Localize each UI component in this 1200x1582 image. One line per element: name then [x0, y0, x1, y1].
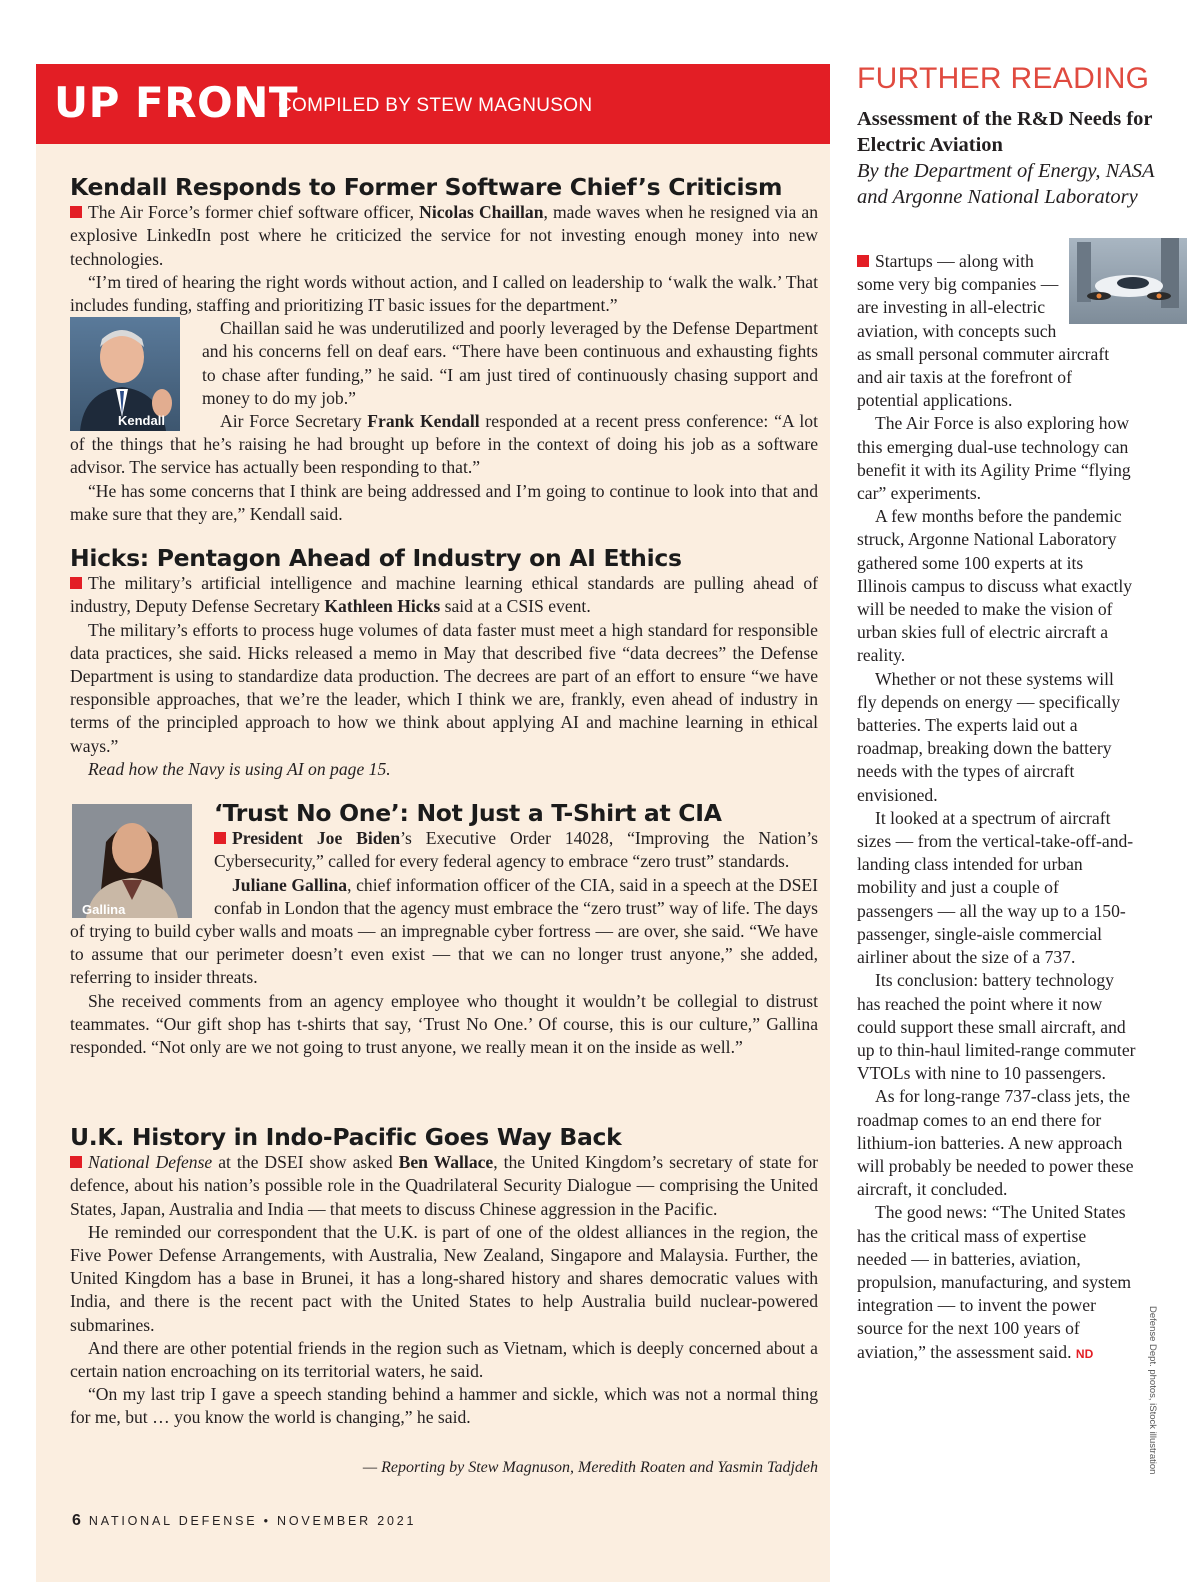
article-paragraph: National Defense at the DSEI show asked Ben Wallace, the United Kingdom’s secretary of state for defence, about his nation’s possible role in the Quadrilateral Security Dialogue — comprising the United States, Japan, Australia and India — that meets to discuss Chinese aggression in the Pacific.: [70, 1152, 818, 1219]
article-paragraph: President Joe Biden’s Executive Order 14028, “Improving the Nation’s Cybersecurity,” called for every federal agency to embrace “zero trust” standards.: [214, 828, 818, 872]
article-paragraph: “On my last trip I gave a speech standing behind a hammer and sickle, which was not a normal thing for me, but … you know the world is changing,” he said.: [70, 1384, 818, 1428]
article-paragraph: It looked at a spectrum of aircraft sizes — from the vertical-take-off-and-landing class intended for urban mobility and just a couple of passengers — all the way up to a 150-passenger, single-aisle commercial airliner about the size of a 737.: [857, 807, 1134, 968]
bullet-square-icon: [857, 255, 869, 267]
article-paragraph: Startups — along with some very big companies — are investing in all-electric aviation, with concepts such as small personal commuter aircraft and air taxis at the forefront of potential applications.: [857, 251, 1110, 411]
flying-car-illustration: [1069, 238, 1187, 324]
air-taxi-icon: [1069, 238, 1187, 324]
article-paragraph: Its conclusion: battery technology has reached the point where it now could support these small aircraft, and up to thin-haul limited-range commuter VTOLs with nine to 10 passengers.: [857, 970, 1136, 1084]
further-reading-body: [857, 250, 1137, 1366]
photo-caption: Gallina: [82, 902, 126, 917]
article-paragraph: The military’s artificial intelligence and machine learning ethical standards are pulling ahead of industry, Deputy Defense Secretary Kathleen Hicks said at a CSIS event.: [70, 573, 818, 617]
publication-date: NATIONAL DEFENSE • NOVEMBER 2021: [88, 1514, 417, 1528]
section-title: UP FRONT: [54, 78, 299, 127]
article-headline: Kendall Responds to Former Software Chief’s Criticism: [70, 173, 783, 201]
article-paragraph: The Air Force’s former chief software officer, Nicolas Chaillan, made waves when he resigned via an explosive LinkedIn post where he criticized the service for not investing enough money into new technologies.: [70, 202, 818, 269]
page-number: 6: [72, 1512, 81, 1529]
bullet-square-icon: [214, 832, 226, 844]
gallina-photo: [72, 804, 192, 918]
further-reading-byline: By the Department of Energy, NASA and Argonne National Laboratory: [857, 160, 1155, 208]
bullet-square-icon: [70, 577, 82, 589]
article-paragraph: He reminded our correspondent that the U.K. is part of one of the oldest alliances in the region, the Five Power Defense Arrangements, with Australia, New Zealand, Singapore and Malaysia. Further, the United Kingdom has a base in Brunei, it has a long-shared history and shares democratic values with India, and there is the recent pact with the United States to help Australia build nuclear-powered submarines.: [70, 1221, 818, 1335]
bullet-square-icon: [70, 206, 82, 218]
section-banner: [36, 64, 830, 144]
further-reading-title: Assessment of the R&D Needs for Electric Aviation: [857, 108, 1153, 156]
article-paragraph: “I’m tired of hearing the right words without action, and I called on leadership to ‘walk the walk.’ That includes funding, staffing and prioritizing IT basic issues for the department.”: [70, 271, 818, 316]
reporting-credit: — Reporting by Stew Magnuson, Meredith Roaten and Yasmin Tadjdeh: [362, 1459, 818, 1476]
photo-credit: Defense Dept. photos, iStock illustration: [1147, 1306, 1158, 1475]
article-paragraph: The Air Force is also exploring how this emerging dual-use technology can benefit it with its Agility Prime “flying car” experiments.: [857, 413, 1131, 504]
article-paragraph: A few months before the pandemic struck, Argonne National Laboratory gathered some 100 experts at its Illinois campus to discuss what exactly will be needed to make the vision of urban skies full of electric aircraft a reality.: [857, 506, 1133, 666]
compiled-by: COMPILED BY STEW MAGNUSON: [278, 95, 593, 116]
article-paragraph: As for long-range 737-class jets, the roadmap comes to an end there for lithium-ion batteries. A new approach will probably be needed to power these aircraft, it concluded.: [857, 1086, 1134, 1200]
article-headline: Hicks: Pentagon Ahead of Industry on AI Ethics: [70, 544, 682, 572]
article-hicks: [70, 544, 818, 781]
article-paragraph: And there are other potential friends in the region such as Vietnam, which is deeply concerned about a certain nation encroaching on its territorial waters, he said.: [70, 1337, 818, 1382]
article-headline: U.K. History in Indo-Pacific Goes Way Back: [70, 1123, 622, 1151]
article-paragraph: “He has some concerns that I think are being addressed and I’m going to continue to look into that and make sure that they are,” Kendall said.: [70, 480, 818, 524]
page-footer: [72, 1512, 416, 1530]
article-paragraph: Juliane Gallina, chief information officer of the CIA, said in a speech at the DSEI confab in London that the agency must embrace the “zero trust” way of life. The days of trying to build cyber walls and moats — an impregnable cyber fortress — are over, she said. “We have to assume that our perimeter doesn’t even exist — that we can no longer trust anyone,” she added, referring to insider threats.: [70, 874, 819, 988]
kendall-photo: [70, 317, 180, 431]
article-uk: [70, 1123, 818, 1430]
article-paragraph: Whether or not these systems will fly depends on energy — specifically batteries. The experts laid out a roadmap, breaking down the battery needs with the types of aircraft envisioned.: [857, 668, 1121, 805]
article-paragraph: Air Force Secretary Frank Kendall responded at a recent press conference: “A lot of the things that he’s raising he had brought up before in the context of doing his job as a software advisor. The service has actually been responding to that.”: [70, 411, 818, 478]
article-paragraph: Chaillan said he was underutilized and poorly leveraged by the Defense Department and his concerns fell on deaf ears. “There have been continuous and exhausting fights to chase after funding,” he said. “I am just tired of continuously chasing support and money to do my job.”: [202, 318, 818, 408]
article-paragraph: The military’s efforts to process huge volumes of data faster must meet a high standard for responsible data practices, she said. Hicks released a memo in May that described five “data decrees” the Defense Department is using to standardize data production. The decrees are part of an effort to ensure “we have responsible approaches, that we’re the leader, which I think we are, frankly, even ahead of industry in terms of the principled approach to how we think about applying AI and machine learning in ethical ways.”: [70, 619, 818, 756]
article-cia: [70, 799, 819, 1059]
article-kendall: [70, 173, 818, 526]
end-mark: ND: [1075, 1346, 1094, 1361]
photo-caption: Kendall: [118, 413, 165, 429]
further-reading-label: FURTHER READING: [857, 62, 1150, 95]
article-headline: ‘Trust No One’: Not Just a T-Shirt at CIA: [214, 799, 722, 827]
bullet-square-icon: [70, 1156, 82, 1168]
article-paragraph: The good news: “The United States has the critical mass of expertise needed — in batteries, aviation, propulsion, manufacturing, and system integration — to invent the power source for the next 100 years of aviation,” the assessment said. ND: [857, 1202, 1132, 1362]
cross-reference: Read how the Navy is using AI on page 15.: [88, 758, 391, 779]
article-paragraph: She received comments from an agency employee who thought it wouldn’t be collegial to distrust teammates. “Our gift shop has t-shirts that say, ‘Trust No One.’ Of course, this is our culture,” Gallina responded. “Not only are we not going to trust anyone, we really mean it on the inside as well.”: [70, 990, 818, 1058]
